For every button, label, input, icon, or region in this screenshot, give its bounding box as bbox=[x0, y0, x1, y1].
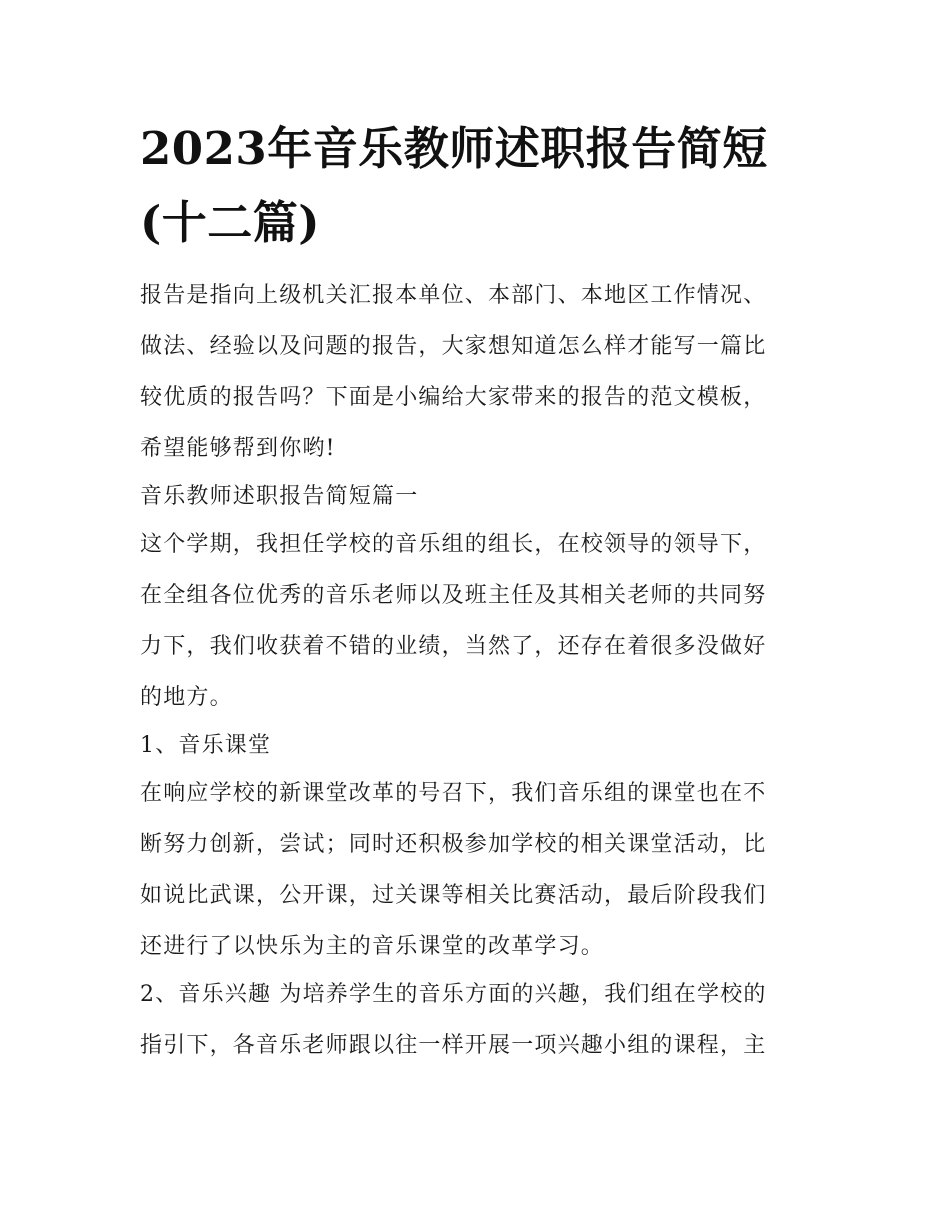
text-line: 2、音乐兴趣 为培养学生的音乐方面的兴趣，我们组在学校的 bbox=[140, 982, 767, 1007]
text-line: 做法、经验以及问题的报告，大家想知道怎么样才能写一篇比 bbox=[140, 334, 767, 359]
text-line: 力下，我们收获着不错的业绩，当然了，还存在着很多没做好 bbox=[140, 634, 767, 659]
document-body bbox=[140, 112, 812, 1066]
text-line: 希望能够帮到你哟! bbox=[140, 436, 336, 461]
paragraph-2 bbox=[140, 774, 812, 967]
text-line: 在响应学校的新课堂改革的号召下，我们音乐组的课堂也在不 bbox=[140, 781, 767, 806]
text-line: 报告是指向上级机关汇报本单位、本部门、本地区工作情况、 bbox=[140, 283, 767, 308]
paragraph-3 bbox=[140, 975, 812, 1066]
text-line: 在全组各位优秀的音乐老师以及班主任及其相关老师的共同努 bbox=[140, 583, 767, 608]
section-heading bbox=[140, 477, 812, 517]
text-line: 断努力创新，尝试；同时还积极参加学校的相关课堂活动，比 bbox=[140, 832, 767, 857]
text-line: 指引下，各音乐老师跟以往一样开展一项兴趣小组的课程，主 bbox=[140, 1033, 767, 1058]
text-line: 这个学期，我担任学校的音乐组的组长，在校领导的领导下， bbox=[140, 532, 767, 557]
text-line: 较优质的报告吗？下面是小编给大家带来的报告的范文模板， bbox=[140, 385, 767, 410]
intro-paragraph bbox=[140, 276, 812, 469]
text-line: 如说比武课，公开课，过关课等相关比赛活动，最后阶段我们 bbox=[140, 883, 767, 908]
document-title bbox=[140, 112, 812, 260]
section-heading-text: 音乐教师述职报告简短篇一 bbox=[140, 484, 419, 509]
item-1-heading bbox=[140, 726, 812, 766]
item-heading-text: 1、音乐课堂 bbox=[140, 733, 272, 758]
text-line: 的地方。 bbox=[140, 685, 233, 710]
title-line: (十二篇) bbox=[140, 196, 321, 249]
text-line: 还进行了以快乐为主的音乐课堂的改革学习。 bbox=[140, 934, 605, 959]
paragraph-1 bbox=[140, 525, 812, 718]
title-line: 2023年音乐教师述职报告简短 bbox=[140, 122, 768, 175]
